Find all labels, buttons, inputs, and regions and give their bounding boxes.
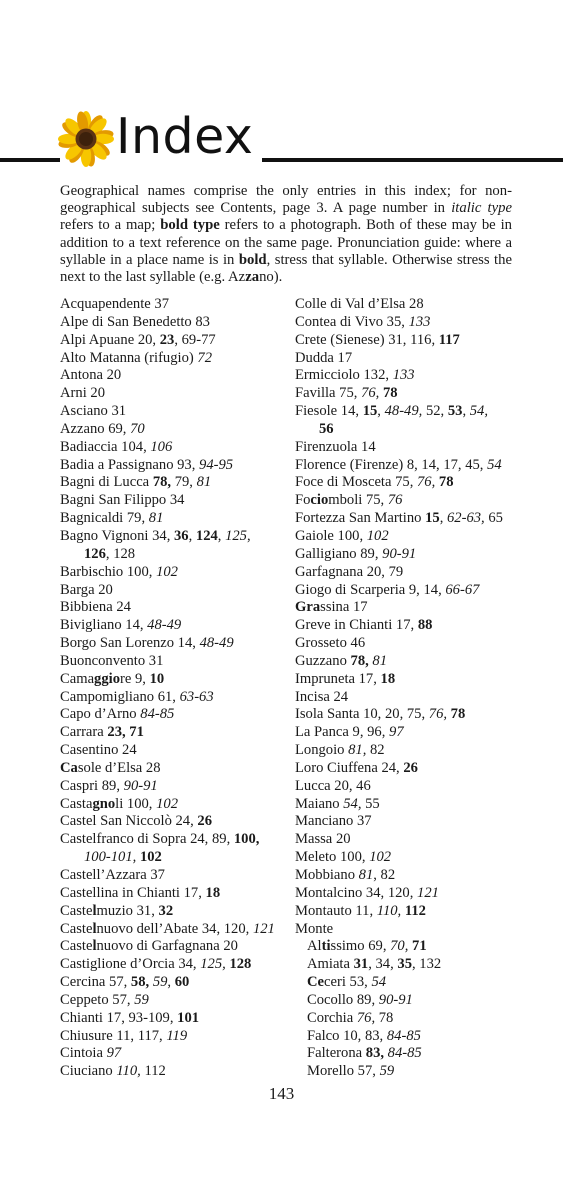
index-entry: Barga 20: [60, 581, 113, 598]
index-entry: Alpe di San Benedetto 83: [60, 313, 210, 330]
index-entry: Campomigliano 61, 63-63: [60, 688, 214, 705]
index-entry: Foce di Mosceta 75, 76, 78: [295, 474, 454, 491]
index-entry: Casentino 24: [60, 742, 137, 759]
index-entry: Bagnicaldi 79, 81: [60, 510, 164, 527]
index-entry: Monte: [295, 920, 334, 937]
index-subentry: Morello 57, 59: [307, 1063, 395, 1080]
index-entry: Lucca 20, 46: [295, 777, 371, 794]
index-entry: Ciuciano 110, 112: [60, 1063, 166, 1080]
page-number: 143: [268, 1084, 295, 1103]
index-entry: Grosseto 46: [295, 635, 366, 652]
index-entry: Castelnuovo di Garfagnana 20: [60, 938, 238, 955]
index-column-right: [295, 296, 525, 1081]
index-entry: Massa 20: [295, 831, 351, 848]
index-entry: Crete (Sienese) 31, 116, 117: [295, 331, 460, 348]
index-column-left: [60, 296, 284, 1081]
index-entry: Casole d’Elsa 28: [60, 759, 161, 776]
index-entry: Garfagnana 20, 79: [295, 563, 404, 580]
index-entry: Bibbiena 24: [60, 599, 131, 616]
index-entry: Guzzano 78, 81: [295, 652, 388, 669]
index-entry: Asciano 31: [60, 403, 127, 420]
index-entry: Greve in Chianti 17, 88: [295, 617, 433, 634]
index-entry: Caspri 89, 90-91: [60, 777, 158, 794]
index-entry: Castagnoli 100, 102: [60, 795, 178, 812]
index-entry: Florence (Firenze) 8, 14, 17, 45, 54: [295, 456, 502, 473]
index-subentry: Ceceri 53, 54: [307, 974, 387, 991]
index-entry: Castelfranco di Sopra 24, 89, 100,: [60, 831, 260, 848]
index-entry: Castellina in Chianti 17, 18: [60, 884, 221, 901]
index-entry: Camaggiore 9, 10: [60, 670, 165, 687]
header-rule-right: [262, 158, 563, 162]
index-subentry: Altissimo 69, 70, 71: [307, 938, 427, 955]
index-entry: Castel San Niccolò 24, 26: [60, 813, 212, 830]
index-entry: Montalcino 34, 120, 121: [295, 884, 439, 901]
index-entry: Mobbiano 81, 82: [295, 867, 396, 883]
index-entry-continued: 126, 128: [84, 545, 136, 562]
index-entry-continued: 56: [319, 420, 334, 437]
index-entry: Castell’Azzara 37: [60, 867, 165, 883]
page-title: Index: [116, 108, 254, 165]
index-entry: Carrara 23, 71: [60, 724, 144, 741]
index-entry: Arni 20: [60, 385, 105, 402]
index-entry: La Panca 9, 96, 97: [295, 724, 404, 741]
index-entry: Impruneta 17, 18: [295, 670, 396, 687]
index-entry: Alpi Apuane 20, 23, 69-77: [60, 331, 216, 348]
header-rule-left: [0, 158, 60, 162]
index-entry: Bagno Vignoni 34, 36, 124, 125,: [60, 527, 251, 544]
index-entry: Castelnuovo dell’Abate 34, 120, 121: [60, 920, 275, 937]
index-entry: Grassina 17: [295, 599, 368, 616]
index-entry: Fiesole 14, 15, 48-49, 52, 53, 54,: [295, 403, 488, 420]
index-subentry: Corchia 76, 78: [307, 1009, 394, 1026]
index-entry: Azzano 69, 70: [60, 420, 145, 437]
index-entry: Buonconvento 31: [60, 652, 164, 669]
index-entry: Fociomboli 75, 76: [295, 492, 403, 509]
index-entry: Montauto 11, 110, 112: [295, 902, 426, 919]
index-entry: Ermicciolo 132, 133: [295, 367, 415, 384]
index-entry: Cintoia 97: [60, 1045, 122, 1062]
index-subentry: Falco 10, 83, 84-85: [307, 1027, 421, 1044]
index-entry: Badiaccia 104, 106: [60, 438, 173, 455]
index-entry: Cercina 57, 58, 59, 60: [60, 974, 190, 991]
index-entry: Longoio 81, 82: [295, 742, 385, 759]
index-subentry: Amiata 31, 34, 35, 132: [307, 956, 442, 973]
index-entry: Castiglione d’Orcia 34, 125, 128: [60, 956, 252, 973]
index-entry: Gaiole 100, 102: [295, 527, 389, 544]
index-entry: Antona 20: [60, 367, 122, 384]
index-entry: Contea di Vivo 35, 133: [295, 313, 431, 330]
index-entry: Fortezza San Martino 15, 62-63, 65: [295, 510, 503, 527]
index-entry: Manciano 37: [295, 813, 372, 830]
index-entry: Castelmuzio 31, 32: [60, 902, 174, 919]
index-entry: Favilla 75, 76, 78: [295, 385, 398, 402]
index-entry-continued: 100-101, 102: [84, 849, 162, 866]
index-entry: Bivigliano 14, 48-49: [60, 617, 182, 634]
index-entry: Meleto 100, 102: [295, 849, 392, 866]
index-header: [0, 108, 563, 170]
index-entry: Colle di Val d’Elsa 28: [295, 296, 424, 312]
index-entry: Borgo San Lorenzo 14, 48-49: [60, 635, 234, 652]
index-entry: Incisa 24: [295, 688, 349, 705]
index-entry: Badia a Passignano 93, 94-95: [60, 456, 234, 473]
index-entry: Maiano 54, 55: [295, 795, 380, 812]
sunflower-icon: [58, 111, 114, 167]
index-subentry: Falterona 83, 84-85: [307, 1045, 422, 1062]
index-entry: Firenzuola 14: [295, 438, 376, 455]
index-entry: Capo d’Arno 84-85: [60, 706, 175, 723]
index-entry: Bagni San Filippo 34: [60, 492, 185, 509]
index-entry: Ceppeto 57, 59: [60, 991, 149, 1008]
index-entry: Alto Matanna (rifugio) 72: [60, 349, 212, 366]
intro-paragraph: Geographical names comprise the only entries in this index; for non-geographical subjects see Contents, page 3. A page number in italic type refers to a map; bold type refers to a photograph. Both of these may be in addition to a text reference on the same page. Pronunciation guide: where a syllable in a place name is in bold, stress that syllable. Otherwise stress the next to the last syllable (e.g. Azzano).: [60, 183, 512, 286]
index-entry: Chiusure 11, 117, 119: [60, 1027, 188, 1044]
index-entry: Galligiano 89, 90-91: [295, 545, 417, 562]
index-entry: Bagni di Lucca 78, 79, 81: [60, 474, 212, 491]
index-entry: Isola Santa 10, 20, 75, 76, 78: [295, 706, 466, 723]
index-entry: Giogo di Scarperia 9, 14, 66-67: [295, 581, 480, 598]
index-entry: Dudda 17: [295, 349, 353, 366]
index-entry: Loro Ciuffena 24, 26: [295, 759, 418, 776]
index-entry: Acquapendente 37: [60, 296, 170, 312]
index-entry: Barbischio 100, 102: [60, 563, 178, 580]
index-entry: Chianti 17, 93-109, 101: [60, 1009, 200, 1026]
index-subentry: Cocollo 89, 90-91: [307, 991, 413, 1008]
